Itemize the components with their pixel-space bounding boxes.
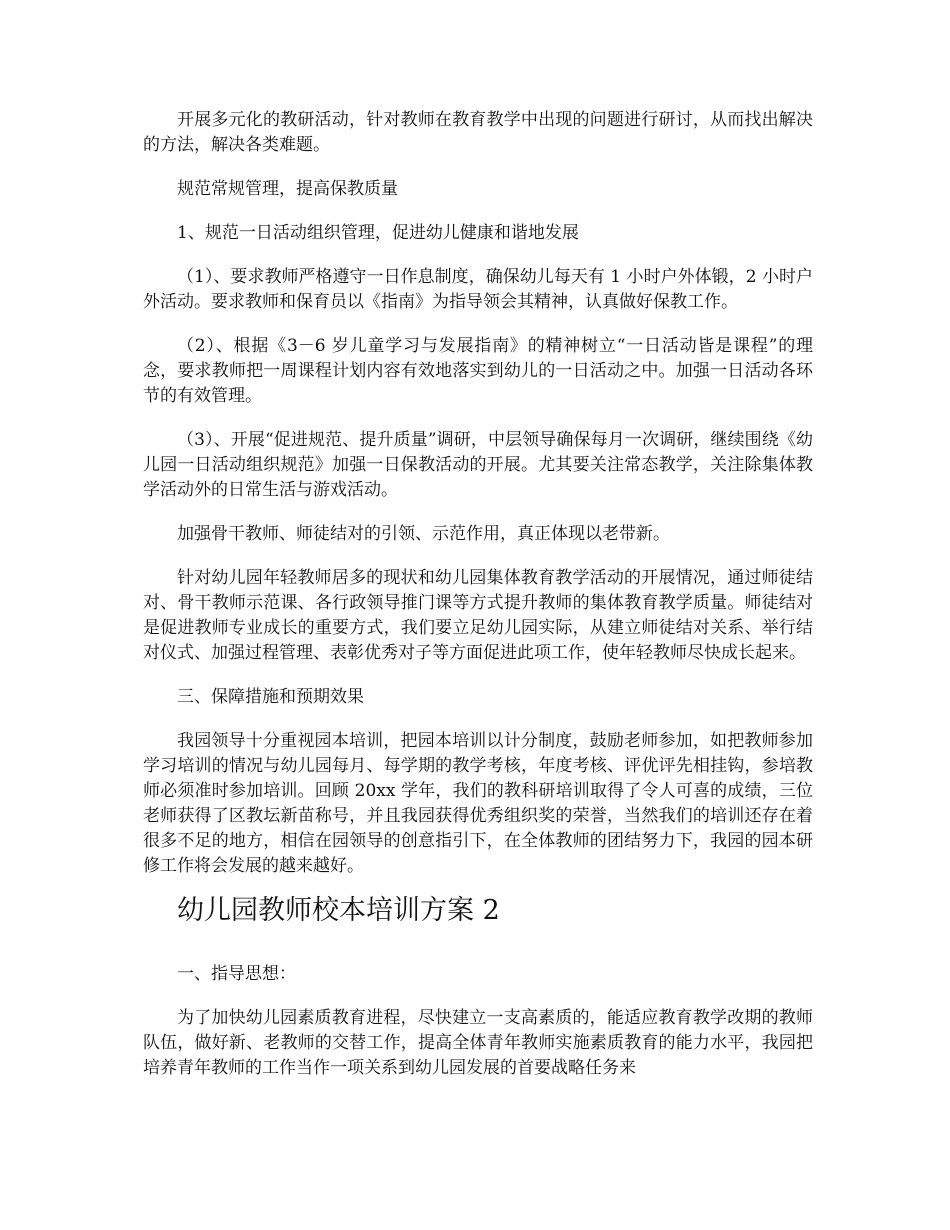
paragraph: （2）、根据《3－6 岁儿童学习与发展指南》的精神树立“一日活动皆是课程”的理念，要求教师把一周课程计划内容有效地落实到幼儿的一日活动之中。加强一日活动各环节的有效管理。	[143, 336, 813, 406]
paragraph: 一、指导思想：	[177, 964, 296, 984]
paragraph: 开展多元化的教研活动，针对教师在教育教学中出现的问题进行研讨，从而找出解决的方法，解决各类难题。	[143, 110, 813, 155]
document-body	[143, 108, 813, 1081]
section-heading: 幼儿园教师校本培训方案 2	[177, 895, 500, 926]
paragraph: 针对幼儿园年轻教师居多的现状和幼儿园集体教育教学活动的开展情况，通过师徒结对、骨干教师示范课、各行政领导推门课等方式提升教师的集体教育教学质量。师徒结对是促进教师专业成长的重要方式，我们要立足幼儿园实际，从建立师徒结对关系、举行结对仪式、加强过程管理、表彰优秀对子等方面促进此项工作，使年轻教师尽快成长起来。	[143, 568, 813, 663]
paragraph: 为了加快幼儿园素质教育进程，尽快建立一支高素质的，能适应教育教学改期的教师队伍，做好新、老教师的交替工作，提高全体青年教师实施素质教育的能力水平，我园把培养青年教师的工作当作一项关系到幼儿园发展的首要战略任务来	[143, 1008, 813, 1078]
paragraph: 三、保障措施和预期效果	[177, 687, 364, 707]
paragraph: 1、规范一日活动组织管理，促进幼儿健康和谐地发展	[177, 223, 579, 243]
paragraph: 规范常规管理，提高保教质量	[177, 179, 398, 199]
paragraph: （3）、开展“促进规范、提升质量”调研，中层领导确保每月一次调研，继续围绕《幼儿园一日活动组织规范》加强一日保教活动的开展。尤其要关注常态教学，关注除集体教学活动外的日常生活与游戏活动。	[143, 430, 813, 500]
paragraph: 我园领导十分重视园本培训，把园本培训以计分制度，鼓励老师参加，如把教师参加学习培训的情况与幼儿园每月、每学期的教学考核，年度考核、评优评先相挂钩，参培教师必须准时参加培训。回顾 20xx 学年，我们的教科研培训取得了令人可喜的成绩，三位老师获得了区教坛新苗称号，并且我园获得优秀组织奖的荣誉，当然我们的培训还存在着很多不足的地方，相信在园领导的创意指引下，在全体教师的团结努力下，我园的园本研修工作将会发展的越来越好。	[143, 731, 813, 876]
paragraph: 加强骨干教师、师徒结对的引领、示范作用，真正体现以老带新。	[177, 524, 670, 544]
paragraph: （1）、要求教师严格遵守一日作息制度，确保幼儿每天有 1 小时户外体锻，2 小时户外活动。要求教师和保育员以《指南》为指导领会其精神，认真做好保教工作。	[143, 267, 813, 312]
